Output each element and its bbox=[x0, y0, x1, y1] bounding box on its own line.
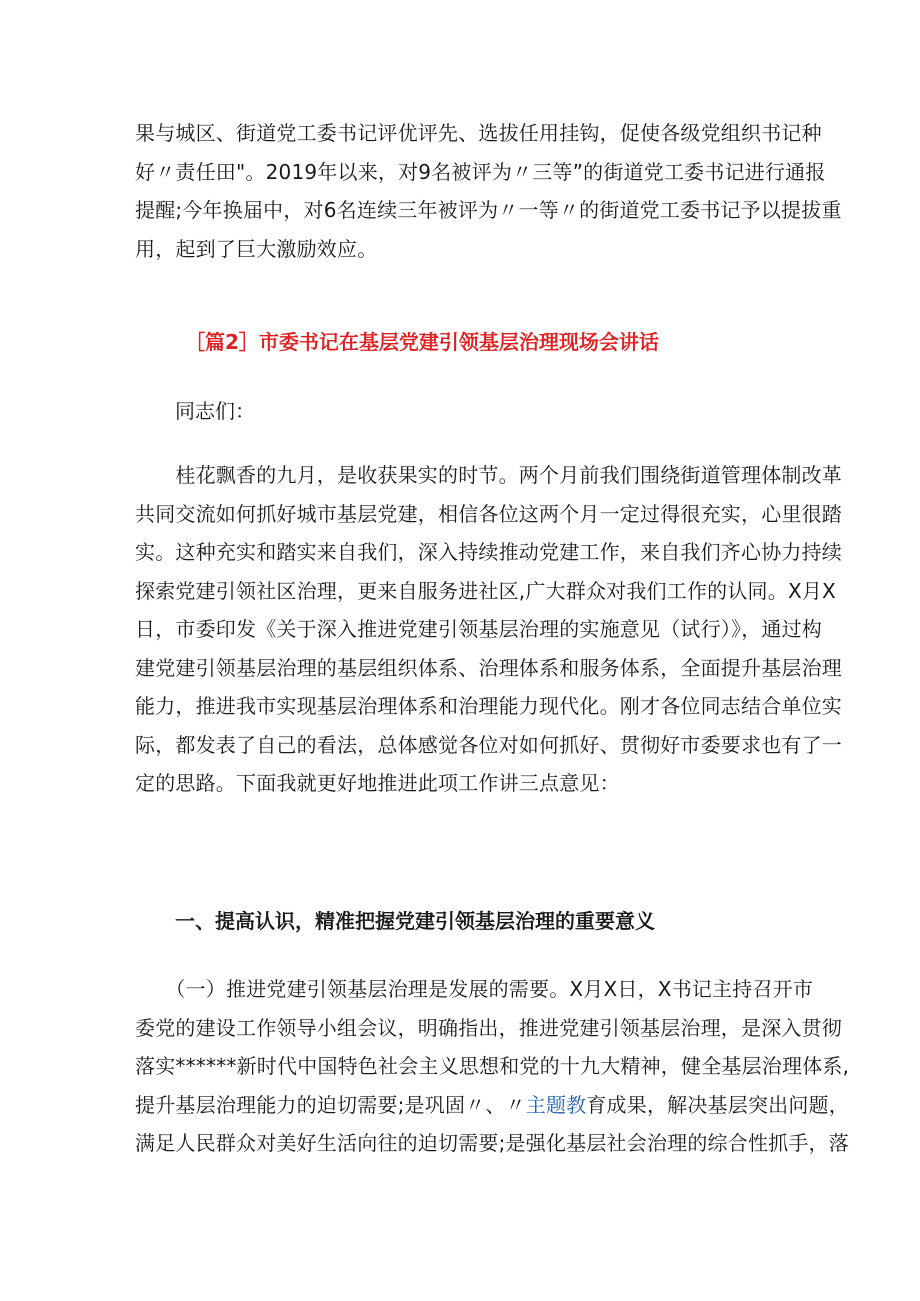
text-line: 果与城区、街道党工委书记评优评先、选拔任用挂钩，促使各级党组织书记种 bbox=[135, 121, 822, 145]
text-line: 共同交流如何抓好城市基层党建，相信各位这两个月一定过得很充实，心里很踏 bbox=[135, 501, 842, 526]
text-line: 好〃责任田"。2019年以来，对9名被评为〃三等”的街道党工委书记进行通报 bbox=[135, 159, 826, 184]
sub-paragraph bbox=[135, 970, 850, 1163]
text-line: 提醒;今年换届中，对6名连续三年被评为〃一等〃的街道党工委书记予以提拔重 bbox=[135, 198, 842, 222]
text-line-with-link bbox=[135, 1086, 849, 1125]
intro-paragraph bbox=[135, 114, 842, 268]
heading-one: 一、提高认识，精准把握党建引领基层治理的重要意义 bbox=[175, 909, 655, 933]
text-line: 落实******新时代中国特色社会主义思想和党的十九大精神，健全基层治理体系, bbox=[135, 1054, 850, 1078]
text-segment: 提升基层治理能力的迫切需要;是巩固〃、〃 bbox=[135, 1092, 526, 1117]
text-line: 实。这种充实和踏实来自我们，深入持续推动党建工作，来自我们齐心协力持续 bbox=[135, 540, 842, 564]
text-line: （一）推进党建引领基层治理是发展的需要。X月X日，X书记主持召开市 bbox=[135, 977, 814, 1001]
text-line: 能力，推进我市实现基层治理体系和治理能力现代化。刚才各位同志结合单位实 bbox=[135, 694, 842, 718]
main-paragraph bbox=[135, 456, 842, 803]
text-line: 用，起到了巨大激励效应。 bbox=[135, 236, 378, 261]
text-line: 探索党建引领社区治理，更来自服务进社区,广大群众对我们工作的认同。X月X bbox=[135, 578, 836, 603]
text-line: 桂花飘香的九月，是收获果实的时节。两个月前我们围绕街道管理体制改革 bbox=[135, 463, 842, 487]
text-line: 际，都发表了自己的看法，总体感觉各位对如何抓好、贯彻好市委要求也有了一 bbox=[135, 732, 842, 757]
text-line: 建党建引领基层治理的基层组织体系、治理体系和服务体系，全面提升基层治理 bbox=[135, 655, 842, 680]
section-title: ［篇2］市委书记在基层党建引领基层治理现场会讲话 bbox=[185, 330, 659, 354]
greeting: 同志们： bbox=[175, 399, 255, 423]
theme-education-link[interactable]: 主题教 bbox=[525, 1092, 587, 1117]
text-line: 满足人民群众对美好生活向往的迫切需要;是强化基层社会治理的综合性抓手，落 bbox=[135, 1131, 849, 1155]
text-line: 定的思路。下面我就更好地推进此项工作讲三点意见： bbox=[135, 771, 620, 795]
text-line: 委党的建设工作领导小组会议，明确指出，推进党建引领基层治理，是深入贯彻 bbox=[135, 1015, 842, 1040]
text-line: 日，市委印发《关于深入推进党建引领基层治理的实施意见（试行）》，通过构 bbox=[135, 617, 822, 641]
text-segment: 育成果，解决基层突出问题， bbox=[586, 1092, 849, 1117]
